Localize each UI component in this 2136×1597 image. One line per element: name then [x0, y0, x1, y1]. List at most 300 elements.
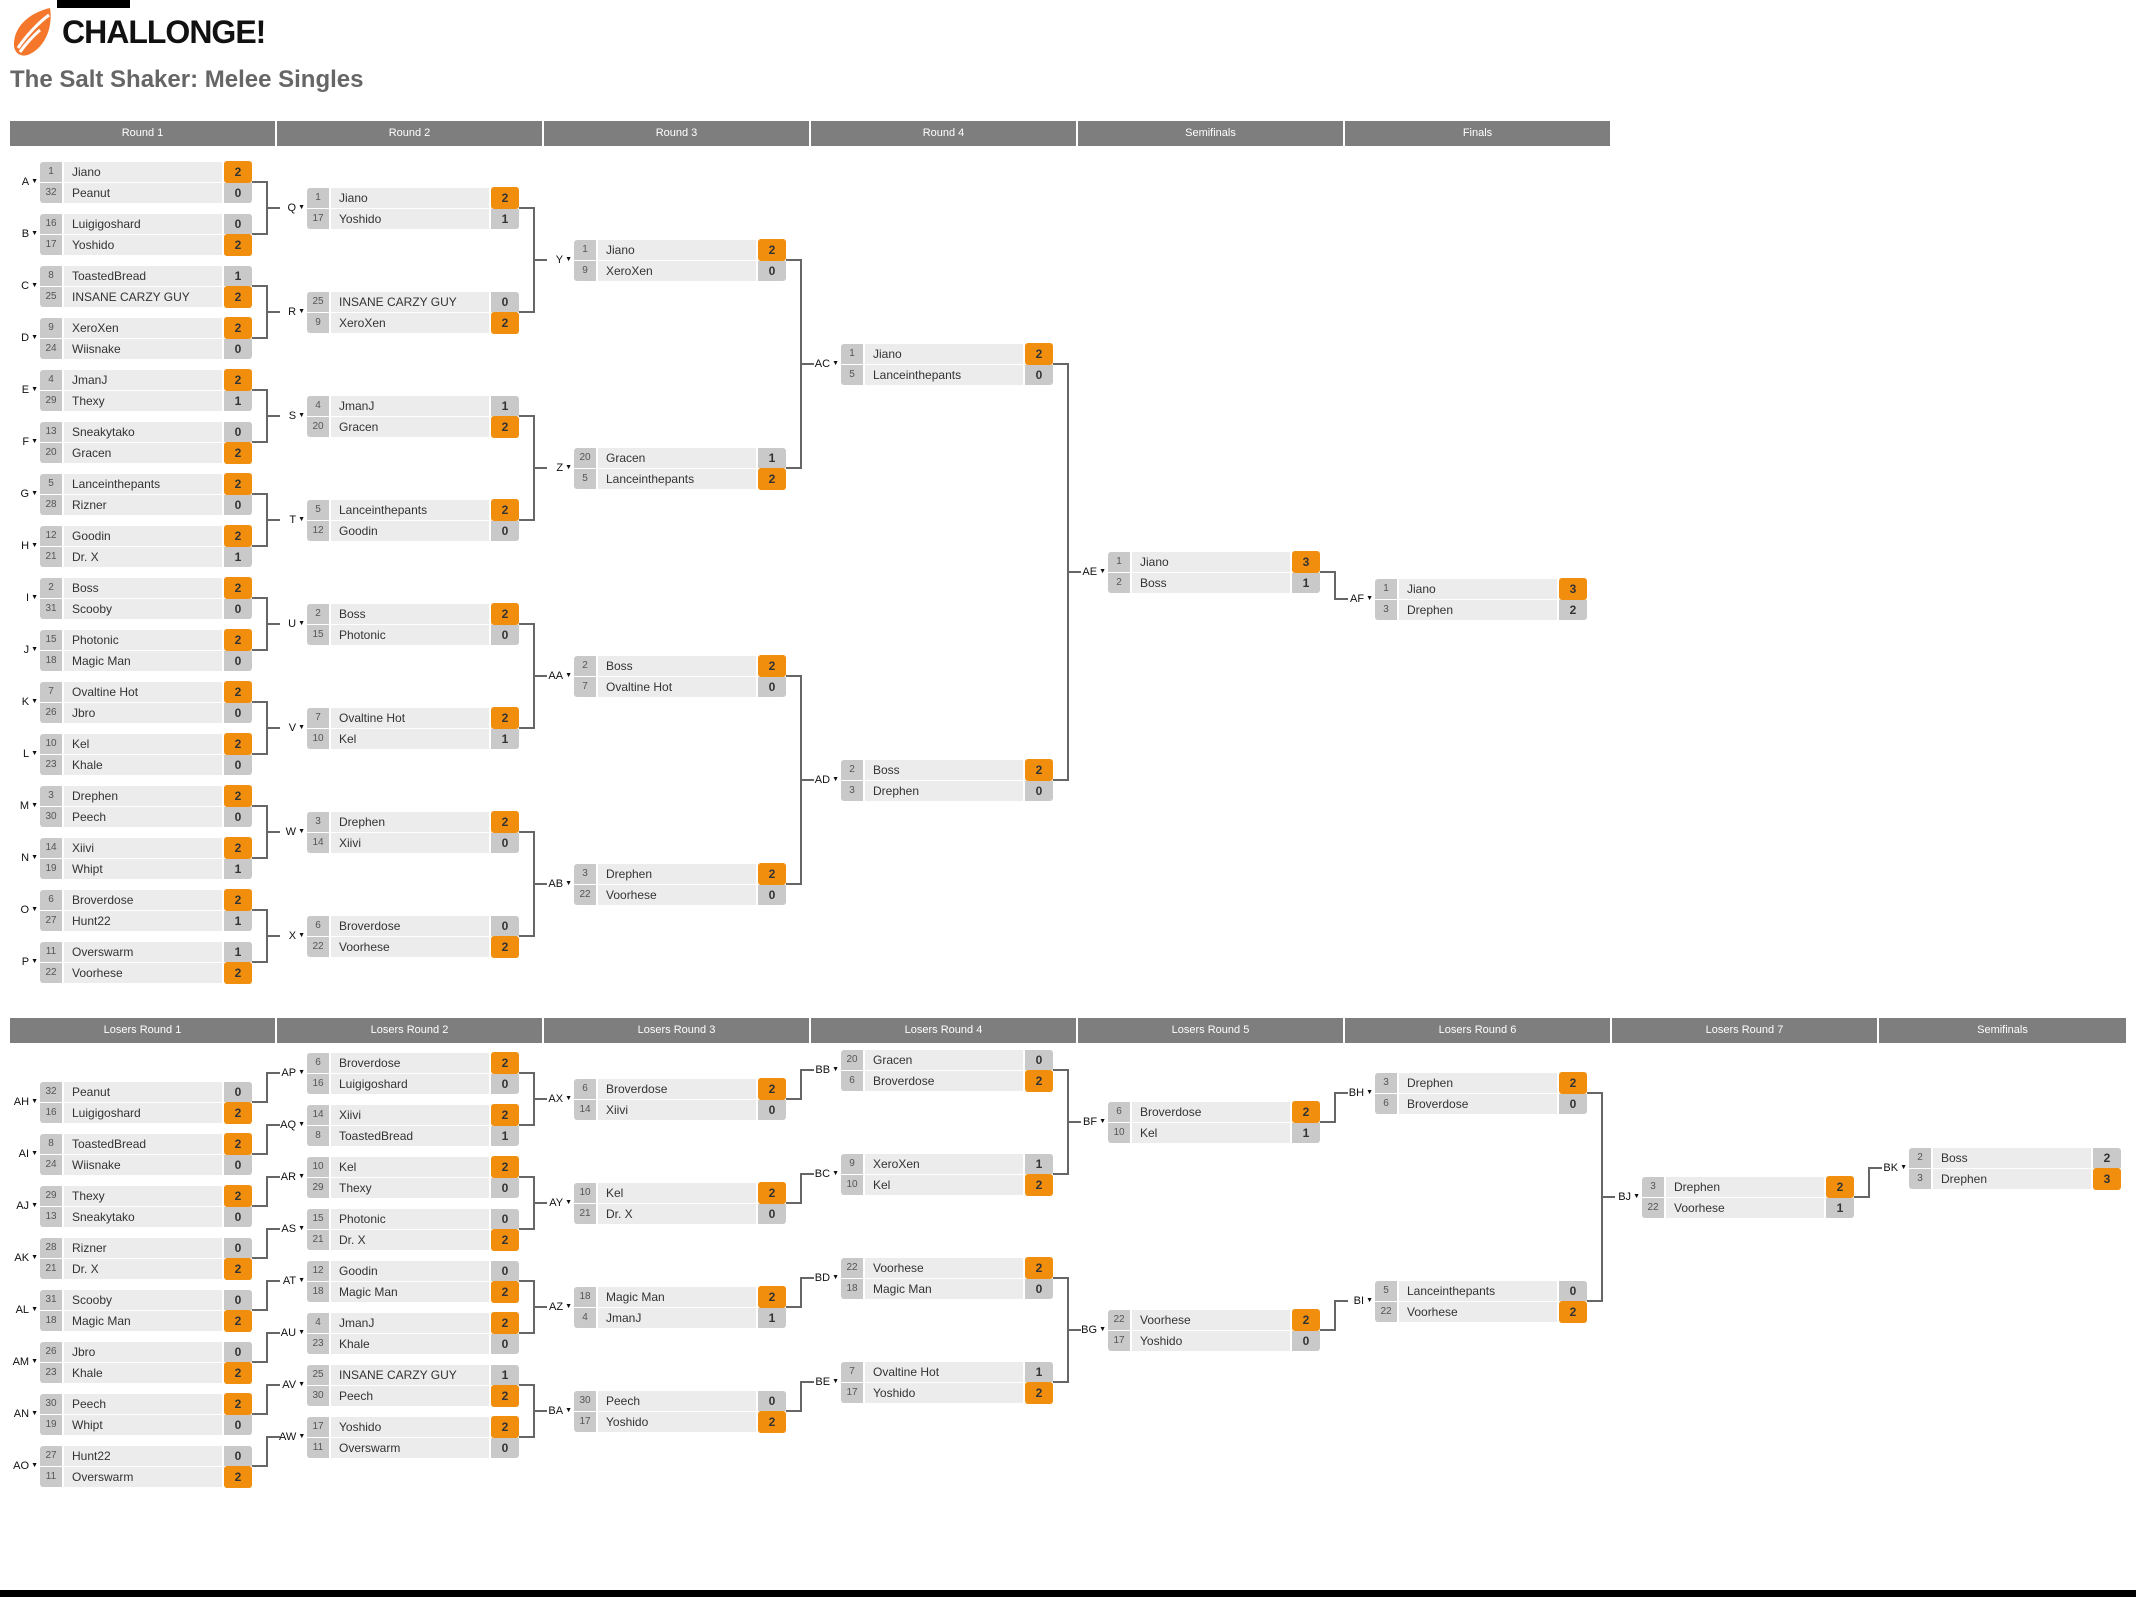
player-seed: 7 — [40, 682, 62, 702]
player-score-winner: 2 — [491, 312, 519, 334]
player-name: INSANE CARZY GUY — [64, 287, 222, 307]
match-letter: AY — [549, 1197, 564, 1209]
player-score-winner: 2 — [1559, 1072, 1587, 1094]
match-T[interactable] — [307, 500, 519, 541]
bottom-bar — [0, 1590, 2136, 1597]
player-row — [307, 1126, 519, 1146]
match-R[interactable] — [307, 292, 519, 333]
player-score-winner: 2 — [224, 962, 252, 984]
player-score: 0 — [491, 521, 519, 541]
match-menu-Z[interactable] — [546, 461, 572, 475]
player-row — [307, 916, 519, 936]
player-row — [841, 344, 1053, 364]
match-letter: AS — [281, 1223, 297, 1235]
match-menu-L[interactable] — [12, 747, 38, 761]
player-name: Voorhese — [865, 1258, 1023, 1278]
match-menu-AJ[interactable] — [12, 1199, 38, 1213]
match-menu-AD[interactable] — [813, 773, 839, 787]
connector-line — [266, 1072, 280, 1074]
player-score: 0 — [1559, 1281, 1587, 1301]
player-seed: 7 — [574, 677, 596, 697]
dropdown-arrow-icon: ▼ — [298, 1381, 305, 1388]
dropdown-arrow-icon: ▼ — [298, 1225, 305, 1232]
match-menu-AI[interactable] — [12, 1147, 38, 1161]
match-menu-F[interactable] — [12, 435, 38, 449]
connector-line — [266, 1280, 280, 1282]
player-name: Broverdose — [331, 1053, 489, 1073]
match-menu-AE[interactable] — [1080, 565, 1106, 579]
match-menu-BB[interactable] — [813, 1063, 839, 1077]
match-menu-BK[interactable] — [1881, 1161, 1907, 1175]
player-name: XeroXen — [865, 1154, 1023, 1174]
player-row — [40, 1155, 252, 1175]
match-menu-D[interactable] — [12, 331, 38, 345]
match-letter: BD — [814, 1272, 831, 1284]
player-seed: 12 — [307, 1261, 329, 1281]
match-A[interactable] — [40, 162, 252, 203]
match-M[interactable] — [40, 786, 252, 827]
player-row — [40, 755, 252, 775]
round-header-8: Semifinals — [1879, 1018, 2126, 1043]
round-header-6: Finals — [1345, 121, 1610, 146]
match-menu-BH[interactable] — [1347, 1086, 1373, 1100]
connector-line — [533, 259, 547, 261]
match-H[interactable] — [40, 526, 252, 567]
match-menu-AB[interactable] — [546, 877, 572, 891]
match-letter: L — [22, 748, 30, 760]
match-letter: Y — [555, 254, 564, 266]
match-menu-AA[interactable] — [546, 669, 572, 683]
player-score: 0 — [1559, 1094, 1587, 1114]
match-menu-AX[interactable] — [546, 1092, 572, 1106]
match-BG[interactable] — [1108, 1310, 1320, 1351]
match-BI[interactable] — [1375, 1281, 1587, 1322]
player-seed: 18 — [841, 1279, 863, 1299]
match-menu-BD[interactable] — [813, 1271, 839, 1285]
player-row — [40, 1207, 252, 1227]
match-menu-V[interactable] — [279, 721, 305, 735]
player-name: Kel — [331, 729, 489, 749]
match-menu-AT[interactable] — [279, 1274, 305, 1288]
player-name: Xiivi — [331, 1105, 489, 1125]
match-AO[interactable] — [40, 1446, 252, 1487]
player-name: Goodin — [331, 521, 489, 541]
player-seed: 16 — [307, 1074, 329, 1094]
player-seed: 22 — [574, 885, 596, 905]
match-C[interactable] — [40, 266, 252, 307]
match-menu-BA[interactable] — [546, 1404, 572, 1418]
match-B[interactable] — [40, 214, 252, 255]
match-AK[interactable] — [40, 1238, 252, 1279]
match-BA[interactable] — [574, 1391, 786, 1432]
player-score-winner: 2 — [224, 785, 252, 807]
match-Z[interactable] — [574, 448, 786, 489]
player-name: Dr. X — [598, 1204, 756, 1224]
player-seed: 24 — [40, 1155, 62, 1175]
player-score-winner: 2 — [1025, 1070, 1053, 1092]
player-score: 0 — [491, 292, 519, 312]
player-score: 0 — [491, 916, 519, 936]
match-menu-AU[interactable] — [279, 1326, 305, 1340]
match-BF[interactable] — [1108, 1102, 1320, 1143]
match-P[interactable] — [40, 942, 252, 983]
player-row — [40, 391, 252, 411]
match-menu-P[interactable] — [12, 955, 38, 969]
connector-line — [1334, 1092, 1336, 1123]
match-letter: AH — [13, 1096, 30, 1108]
player-row — [1108, 552, 1320, 572]
player-score: 0 — [491, 1178, 519, 1198]
player-seed: 22 — [841, 1258, 863, 1278]
match-AQ[interactable] — [307, 1105, 519, 1146]
player-score: 0 — [224, 422, 252, 442]
match-menu-B[interactable] — [12, 227, 38, 241]
match-Q[interactable] — [307, 188, 519, 229]
player-score: 0 — [491, 833, 519, 853]
player-seed: 18 — [40, 1311, 62, 1331]
player-row — [574, 1100, 786, 1120]
player-name: Jiano — [865, 344, 1023, 364]
player-seed: 10 — [1108, 1123, 1130, 1143]
player-seed: 18 — [40, 651, 62, 671]
player-score-winner: 2 — [1292, 1309, 1320, 1331]
match-letter: AL — [15, 1304, 30, 1316]
player-score-winner: 2 — [1292, 1101, 1320, 1123]
match-AC[interactable] — [841, 344, 1053, 385]
match-menu-AQ[interactable] — [279, 1118, 305, 1132]
match-AN[interactable] — [40, 1394, 252, 1435]
match-menu-I[interactable] — [12, 591, 38, 605]
player-row — [40, 1134, 252, 1154]
player-row — [574, 1391, 786, 1411]
player-score: 0 — [224, 1082, 252, 1102]
match-menu-AP[interactable] — [279, 1066, 305, 1080]
match-BC[interactable] — [841, 1154, 1053, 1195]
match-menu-C[interactable] — [12, 279, 38, 293]
match-AA[interactable] — [574, 656, 786, 697]
match-menu-BG[interactable] — [1080, 1323, 1106, 1337]
player-row — [40, 599, 252, 619]
player-row — [1375, 1073, 1587, 1093]
player-name: ToastedBread — [331, 1126, 489, 1146]
player-score-winner: 2 — [758, 468, 786, 490]
player-seed: 25 — [307, 292, 329, 312]
match-menu-AM[interactable] — [12, 1355, 38, 1369]
match-BB[interactable] — [841, 1050, 1053, 1091]
player-row — [1375, 579, 1587, 599]
dropdown-arrow-icon: ▼ — [832, 1274, 839, 1281]
match-menu-AH[interactable] — [12, 1095, 38, 1109]
player-score: 0 — [224, 703, 252, 723]
match-menu-H[interactable] — [12, 539, 38, 553]
player-row — [40, 214, 252, 234]
match-O[interactable] — [40, 890, 252, 931]
player-score-winner: 2 — [758, 863, 786, 885]
match-AE[interactable] — [1108, 552, 1320, 593]
player-score-winner: 2 — [224, 286, 252, 308]
connector-line — [266, 1176, 280, 1178]
match-menu-K[interactable] — [12, 695, 38, 709]
match-menu-S[interactable] — [279, 409, 305, 423]
match-menu-AR[interactable] — [279, 1170, 305, 1184]
match-menu-AV[interactable] — [279, 1378, 305, 1392]
match-menu-AC[interactable] — [813, 357, 839, 371]
match-letter: AQ — [280, 1119, 297, 1131]
player-score: 0 — [1025, 365, 1053, 385]
player-seed: 4 — [40, 370, 62, 390]
match-menu-BC[interactable] — [813, 1167, 839, 1181]
player-seed: 2 — [307, 604, 329, 624]
match-N[interactable] — [40, 838, 252, 879]
match-menu-M[interactable] — [12, 799, 38, 813]
match-AU[interactable] — [307, 1313, 519, 1354]
match-menu-AF[interactable] — [1347, 592, 1373, 606]
match-menu-BF[interactable] — [1080, 1115, 1106, 1129]
player-seed: 3 — [1375, 600, 1397, 620]
player-score: 1 — [224, 391, 252, 411]
match-AS[interactable] — [307, 1209, 519, 1250]
player-row — [574, 885, 786, 905]
player-score-winner: 2 — [1025, 759, 1053, 781]
player-name: INSANE CARZY GUY — [331, 292, 489, 312]
player-name: Kel — [1132, 1123, 1290, 1143]
player-name: Kel — [64, 734, 222, 754]
player-row — [1375, 1302, 1587, 1322]
player-score-winner: 2 — [491, 1104, 519, 1126]
player-row — [40, 1186, 252, 1206]
match-letter: AO — [13, 1460, 30, 1472]
match-BH[interactable] — [1375, 1073, 1587, 1114]
match-menu-AN[interactable] — [12, 1407, 38, 1421]
match-AM[interactable] — [40, 1342, 252, 1383]
player-name: Thexy — [64, 1186, 222, 1206]
player-row — [307, 1438, 519, 1458]
match-menu-G[interactable] — [12, 487, 38, 501]
connector-line — [1868, 1167, 1882, 1169]
match-X[interactable] — [307, 916, 519, 957]
match-AD[interactable] — [841, 760, 1053, 801]
match-menu-A[interactable] — [12, 175, 38, 189]
player-seed: 30 — [307, 1386, 329, 1406]
match-menu-U[interactable] — [279, 617, 305, 631]
match-menu-J[interactable] — [12, 643, 38, 657]
logo[interactable] — [10, 6, 265, 58]
match-U[interactable] — [307, 604, 519, 645]
player-row — [574, 864, 786, 884]
player-name: Scooby — [64, 1290, 222, 1310]
match-AV[interactable] — [307, 1365, 519, 1406]
match-letter: AK — [14, 1252, 30, 1264]
match-menu-BE[interactable] — [813, 1375, 839, 1389]
match-menu-Q[interactable] — [279, 201, 305, 215]
player-row — [40, 651, 252, 671]
match-AH[interactable] — [40, 1082, 252, 1123]
player-score-winner: 2 — [758, 239, 786, 261]
match-AW[interactable] — [307, 1417, 519, 1458]
player-seed: 1 — [841, 344, 863, 364]
player-row — [574, 677, 786, 697]
player-row — [40, 1082, 252, 1102]
player-row — [40, 1238, 252, 1258]
match-BJ[interactable] — [1642, 1177, 1854, 1218]
match-AZ[interactable] — [574, 1287, 786, 1328]
player-name: INSANE CARZY GUY — [331, 1365, 489, 1385]
match-D[interactable] — [40, 318, 252, 359]
match-I[interactable] — [40, 578, 252, 619]
match-letter: BI — [1353, 1295, 1365, 1307]
player-seed: 7 — [307, 708, 329, 728]
player-score-winner: 2 — [1025, 1382, 1053, 1404]
player-seed: 25 — [307, 1365, 329, 1385]
player-score-winner: 2 — [1025, 1174, 1053, 1196]
player-score: 1 — [224, 266, 252, 286]
match-menu-N[interactable] — [12, 851, 38, 865]
player-seed: 6 — [40, 890, 62, 910]
player-seed: 1 — [1375, 579, 1397, 599]
match-menu-AW[interactable] — [279, 1430, 305, 1444]
player-score: 0 — [224, 214, 252, 234]
connector-line — [266, 1384, 280, 1386]
player-row — [574, 1412, 786, 1432]
match-letter: T — [289, 514, 297, 526]
match-menu-AZ[interactable] — [546, 1300, 572, 1314]
player-seed: 20 — [841, 1050, 863, 1070]
match-menu-AK[interactable] — [12, 1251, 38, 1265]
player-score: 0 — [224, 1290, 252, 1310]
player-row — [841, 1279, 1053, 1299]
player-seed: 23 — [40, 755, 62, 775]
player-seed: 14 — [40, 838, 62, 858]
player-seed: 13 — [40, 1207, 62, 1227]
match-AL[interactable] — [40, 1290, 252, 1331]
match-menu-W[interactable] — [279, 825, 305, 839]
player-row — [307, 1178, 519, 1198]
match-AJ[interactable] — [40, 1186, 252, 1227]
match-AP[interactable] — [307, 1053, 519, 1094]
player-row — [307, 625, 519, 645]
match-menu-BI[interactable] — [1347, 1294, 1373, 1308]
player-name: Jbro — [64, 1342, 222, 1362]
match-menu-BJ[interactable] — [1614, 1190, 1640, 1204]
match-menu-R[interactable] — [279, 305, 305, 319]
match-V[interactable] — [307, 708, 519, 749]
match-E[interactable] — [40, 370, 252, 411]
player-row — [307, 1105, 519, 1125]
match-K[interactable] — [40, 682, 252, 723]
connector-line — [800, 779, 814, 781]
player-row — [307, 812, 519, 832]
match-menu-AL[interactable] — [12, 1303, 38, 1317]
match-menu-AO[interactable] — [12, 1459, 38, 1473]
player-seed: 2 — [40, 578, 62, 598]
player-name: Broverdose — [1132, 1102, 1290, 1122]
match-F[interactable] — [40, 422, 252, 463]
match-menu-E[interactable] — [12, 383, 38, 397]
match-AI[interactable] — [40, 1134, 252, 1175]
player-score-winner: 2 — [224, 681, 252, 703]
match-J[interactable] — [40, 630, 252, 671]
match-BK[interactable] — [1909, 1148, 2121, 1189]
player-name: Boss — [1933, 1148, 2091, 1168]
player-seed: 10 — [574, 1183, 596, 1203]
connector-line — [1601, 1196, 1615, 1198]
player-seed: 6 — [307, 1053, 329, 1073]
match-letter: AN — [13, 1408, 30, 1420]
dropdown-arrow-icon: ▼ — [565, 256, 572, 263]
match-S[interactable] — [307, 396, 519, 437]
match-AX[interactable] — [574, 1079, 786, 1120]
player-score-winner: 2 — [491, 1281, 519, 1303]
player-score-winner: 2 — [491, 1229, 519, 1251]
match-G[interactable] — [40, 474, 252, 515]
player-score-winner: 2 — [224, 1466, 252, 1488]
match-letter: BH — [1348, 1087, 1365, 1099]
match-BD[interactable] — [841, 1258, 1053, 1299]
dropdown-arrow-icon: ▼ — [31, 802, 38, 809]
player-row — [307, 1053, 519, 1073]
player-name: Dr. X — [331, 1230, 489, 1250]
match-AR[interactable] — [307, 1157, 519, 1198]
player-seed: 22 — [307, 937, 329, 957]
match-Y[interactable] — [574, 240, 786, 281]
player-seed: 5 — [574, 469, 596, 489]
player-seed: 3 — [841, 781, 863, 801]
match-menu-AY[interactable] — [546, 1196, 572, 1210]
player-seed: 17 — [307, 1417, 329, 1437]
player-row — [40, 474, 252, 494]
player-name: Broverdose — [331, 916, 489, 936]
player-name: Lanceinthepants — [64, 474, 222, 494]
player-score: 0 — [491, 1334, 519, 1354]
dropdown-arrow-icon: ▼ — [31, 698, 38, 705]
match-L[interactable] — [40, 734, 252, 775]
player-name: Whipt — [64, 1415, 222, 1435]
dropdown-arrow-icon: ▼ — [31, 386, 38, 393]
player-name: Luigigoshard — [64, 214, 222, 234]
player-seed: 4 — [307, 396, 329, 416]
match-menu-O[interactable] — [12, 903, 38, 917]
dropdown-arrow-icon: ▼ — [298, 516, 305, 523]
player-score-winner: 2 — [224, 369, 252, 391]
player-name: Sneakytako — [64, 422, 222, 442]
player-score: 1 — [491, 1365, 519, 1385]
dropdown-arrow-icon: ▼ — [1366, 595, 1373, 602]
connector-line — [533, 1098, 547, 1100]
match-AY[interactable] — [574, 1183, 786, 1224]
match-letter: D — [21, 332, 30, 344]
match-AF[interactable] — [1375, 579, 1587, 620]
match-AB[interactable] — [574, 864, 786, 905]
match-menu-AS[interactable] — [279, 1222, 305, 1236]
player-name: JmanJ — [598, 1308, 756, 1328]
player-score-winner: 2 — [491, 707, 519, 729]
match-W[interactable] — [307, 812, 519, 853]
logo-text: CHALLONGE! — [62, 13, 266, 50]
match-menu-Y[interactable] — [546, 253, 572, 267]
player-name: Hunt22 — [64, 1446, 222, 1466]
match-AT[interactable] — [307, 1261, 519, 1302]
dropdown-arrow-icon: ▼ — [298, 724, 305, 731]
player-score: 1 — [491, 1126, 519, 1146]
player-name: Photonic — [331, 1209, 489, 1229]
player-score-winner: 2 — [224, 1258, 252, 1280]
match-menu-T[interactable] — [279, 513, 305, 527]
player-name: Voorhese — [64, 963, 222, 983]
player-row — [40, 890, 252, 910]
match-BE[interactable] — [841, 1362, 1053, 1403]
player-score-winner: 2 — [491, 187, 519, 209]
match-menu-X[interactable] — [279, 929, 305, 943]
